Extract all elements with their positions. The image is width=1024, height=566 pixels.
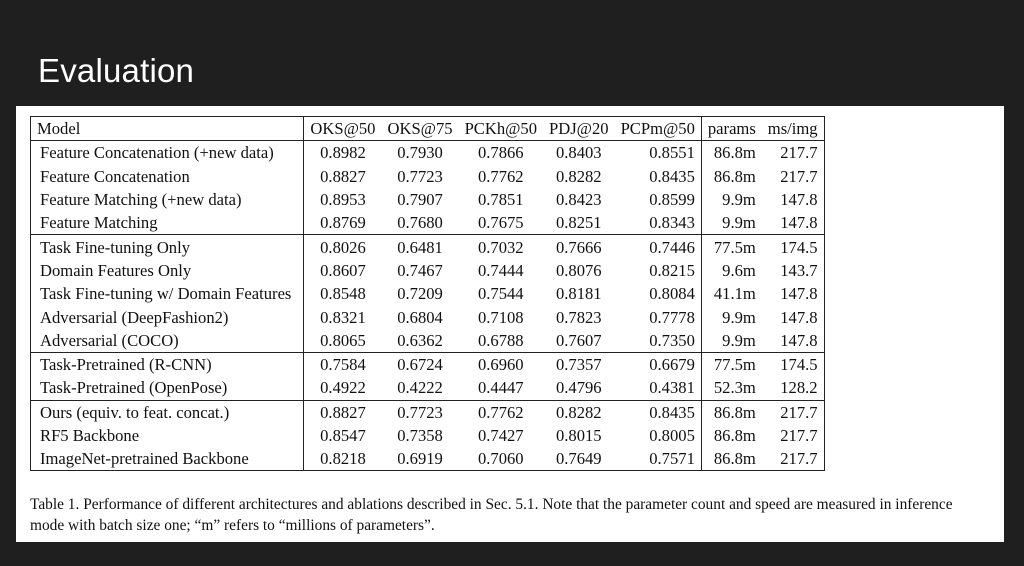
cell-metric: 0.7649 — [555, 449, 602, 469]
cell-speed: 147.8 — [780, 307, 818, 327]
cell-metric: 0.7723 — [397, 402, 443, 422]
header-model: Model — [31, 117, 304, 141]
cell-metric: 0.7607 — [543, 329, 615, 353]
cell-speed: 128.2 — [762, 376, 824, 400]
cell-metric: 0.7723 — [397, 166, 443, 186]
cell-speed: 217.7 — [780, 166, 818, 186]
cell-metric: 0.7060 — [477, 449, 524, 469]
header-pckh50: PCKh@50 — [459, 117, 543, 141]
header-oks50: OKS@50 — [304, 117, 382, 141]
cell-model: Feature Concatenation (+new data) — [40, 143, 274, 163]
cell-model: Ours (equiv. to feat. concat.) — [40, 402, 230, 422]
cell-metric: 0.8251 — [543, 211, 615, 235]
cell-metric: 0.7823 — [555, 307, 602, 327]
cell-params: 77.5m — [701, 235, 761, 259]
cell-model: Task Fine-tuning w/ Domain Features — [40, 284, 292, 304]
cell-metric: 0.7778 — [649, 307, 695, 327]
cell-metric: 0.7357 — [555, 355, 602, 375]
table-row — [31, 235, 825, 259]
cell-metric: 0.8548 — [304, 282, 382, 305]
cell-metric: 0.6804 — [397, 307, 443, 327]
cell-metric: 0.8435 — [649, 402, 695, 422]
cell-metric: 0.8599 — [649, 190, 695, 210]
cell-metric: 0.8827 — [304, 165, 382, 188]
cell-metric: 0.4447 — [459, 376, 543, 400]
cell-params: 86.8m — [701, 400, 761, 424]
slide-title: Evaluation — [38, 52, 195, 89]
cell-metric: 0.8423 — [555, 190, 602, 210]
cell-metric: 0.7358 — [397, 426, 443, 445]
cell-params: 77.5m — [701, 352, 761, 376]
table-caption: Table 1. Performance of different architectures and ablations described in Sec. 5.1. Note that the parameter count and speed are measured in inference mode with batch size one; “m” refers to “millions of parameters”. — [30, 496, 953, 534]
table-row — [31, 188, 825, 211]
table-row — [31, 447, 825, 471]
cell-metric: 0.8403 — [555, 143, 602, 163]
cell-model: Feature Concatenation — [40, 166, 190, 186]
cell-speed: 217.7 — [780, 426, 818, 445]
cell-params: 86.8m — [701, 141, 761, 165]
cell-metric: 0.8282 — [555, 402, 602, 422]
table-row — [31, 282, 825, 305]
cell-metric: 0.7544 — [477, 284, 524, 304]
cell-metric: 0.6788 — [459, 329, 543, 353]
cell-metric: 0.7350 — [615, 329, 702, 353]
cell-speed: 147.8 — [780, 190, 818, 210]
cell-metric: 0.6724 — [397, 355, 443, 375]
table-body — [31, 141, 825, 471]
cell-metric: 0.8026 — [304, 235, 382, 259]
cell-metric: 0.8076 — [555, 260, 602, 280]
cell-metric: 0.8321 — [304, 305, 382, 328]
cell-metric: 0.6960 — [477, 355, 524, 375]
table-row — [31, 305, 825, 328]
cell-metric: 0.7762 — [477, 402, 524, 422]
cell-metric: 0.8015 — [555, 426, 602, 445]
cell-model: Task-Pretrained (R-CNN) — [40, 355, 212, 375]
cell-metric: 0.7444 — [477, 260, 524, 280]
cell-metric: 0.7680 — [381, 211, 458, 235]
cell-metric: 0.6919 — [397, 449, 443, 469]
cell-metric: 0.8343 — [615, 211, 702, 235]
cell-metric: 0.4381 — [615, 376, 702, 400]
cell-speed: 217.7 — [780, 143, 818, 163]
cell-metric: 0.8005 — [649, 426, 695, 445]
cell-metric: 0.7666 — [555, 237, 602, 257]
cell-metric: 0.8769 — [304, 211, 382, 235]
cell-metric: 0.7446 — [649, 237, 695, 257]
cell-metric: 0.7584 — [304, 352, 382, 376]
header-row — [31, 117, 825, 141]
cell-params: 86.8m — [701, 424, 761, 447]
cell-metric: 0.8607 — [304, 259, 382, 282]
cell-params: 9.9m — [701, 305, 761, 328]
cell-speed: 147.8 — [762, 329, 824, 353]
cell-metric: 0.8551 — [649, 143, 695, 163]
cell-speed: 174.5 — [780, 237, 818, 257]
cell-metric: 0.8547 — [304, 424, 382, 447]
cell-metric: 0.6679 — [649, 355, 695, 375]
cell-params: 52.3m — [701, 376, 761, 400]
cell-model: Adversarial (COCO) — [31, 329, 304, 353]
cell-model: RF5 Backbone — [40, 426, 140, 445]
cell-metric: 0.7571 — [649, 449, 695, 469]
table-row — [31, 329, 825, 353]
cell-params: 9.9m — [701, 211, 761, 235]
cell-metric: 0.8982 — [304, 141, 382, 165]
cell-metric: 0.7907 — [397, 190, 443, 210]
header-params: params — [701, 117, 761, 141]
paper-figure — [16, 106, 1004, 542]
cell-model: ImageNet-pretrained Backbone — [40, 449, 249, 469]
cell-params: 41.1m — [701, 282, 761, 305]
cell-metric: 0.7930 — [397, 143, 443, 163]
cell-metric: 0.8953 — [304, 188, 382, 211]
cell-metric: 0.7427 — [477, 426, 524, 445]
cell-speed: 217.7 — [780, 402, 818, 422]
table-row — [31, 424, 825, 447]
cell-speed: 147.8 — [780, 284, 818, 304]
cell-speed: 174.5 — [780, 355, 818, 375]
header-pdj20: PDJ@20 — [543, 117, 615, 141]
cell-metric: 0.7209 — [397, 284, 443, 304]
cell-params: 86.8m — [701, 447, 761, 471]
cell-metric: 0.8181 — [555, 284, 602, 304]
cell-metric: 0.8218 — [304, 447, 382, 471]
cell-metric: 0.7467 — [397, 260, 443, 280]
cell-metric: 0.7866 — [477, 143, 524, 163]
cell-metric: 0.8827 — [304, 400, 382, 424]
cell-params: 86.8m — [701, 165, 761, 188]
cell-speed: 147.8 — [762, 211, 824, 235]
cell-model: Task Fine-tuning Only — [40, 237, 191, 257]
cell-metric: 0.4222 — [381, 376, 458, 400]
cell-metric: 0.8084 — [649, 284, 695, 304]
cell-metric: 0.8282 — [555, 166, 602, 186]
cell-model: Task-Pretrained (OpenPose) — [31, 376, 304, 400]
table-row — [31, 400, 825, 424]
cell-params: 9.9m — [701, 188, 761, 211]
table-row — [31, 352, 825, 376]
results-table — [30, 116, 825, 471]
cell-metric: 0.7762 — [477, 166, 524, 186]
cell-speed: 217.7 — [780, 449, 818, 469]
cell-metric: 0.8215 — [649, 260, 695, 280]
cell-model: Feature Matching (+new data) — [40, 190, 242, 210]
cell-metric: 0.7675 — [459, 211, 543, 235]
table-row — [31, 165, 825, 188]
cell-metric: 0.8065 — [304, 329, 382, 353]
header-oks75: OKS@75 — [381, 117, 458, 141]
table-row — [31, 141, 825, 165]
cell-params: 9.9m — [701, 329, 761, 353]
header-pcpm50: PCPm@50 — [615, 117, 702, 141]
cell-metric: 0.4922 — [304, 376, 382, 400]
table-row — [31, 211, 825, 235]
cell-metric: 0.6481 — [397, 237, 443, 257]
cell-metric: 0.4796 — [543, 376, 615, 400]
cell-speed: 143.7 — [780, 260, 818, 280]
header-ms-img: ms/img — [762, 117, 824, 141]
cell-model: Domain Features Only — [40, 260, 192, 280]
cell-params: 9.6m — [701, 259, 761, 282]
cell-model: Adversarial (DeepFashion2) — [40, 307, 229, 327]
cell-metric: 0.7108 — [477, 307, 524, 327]
cell-model: Feature Matching — [31, 211, 304, 235]
cell-metric: 0.7851 — [477, 190, 524, 210]
table-row — [31, 259, 825, 282]
cell-metric: 0.7032 — [477, 237, 524, 257]
table-row — [31, 376, 825, 400]
cell-metric: 0.6362 — [381, 329, 458, 353]
cell-metric: 0.8435 — [649, 166, 695, 186]
